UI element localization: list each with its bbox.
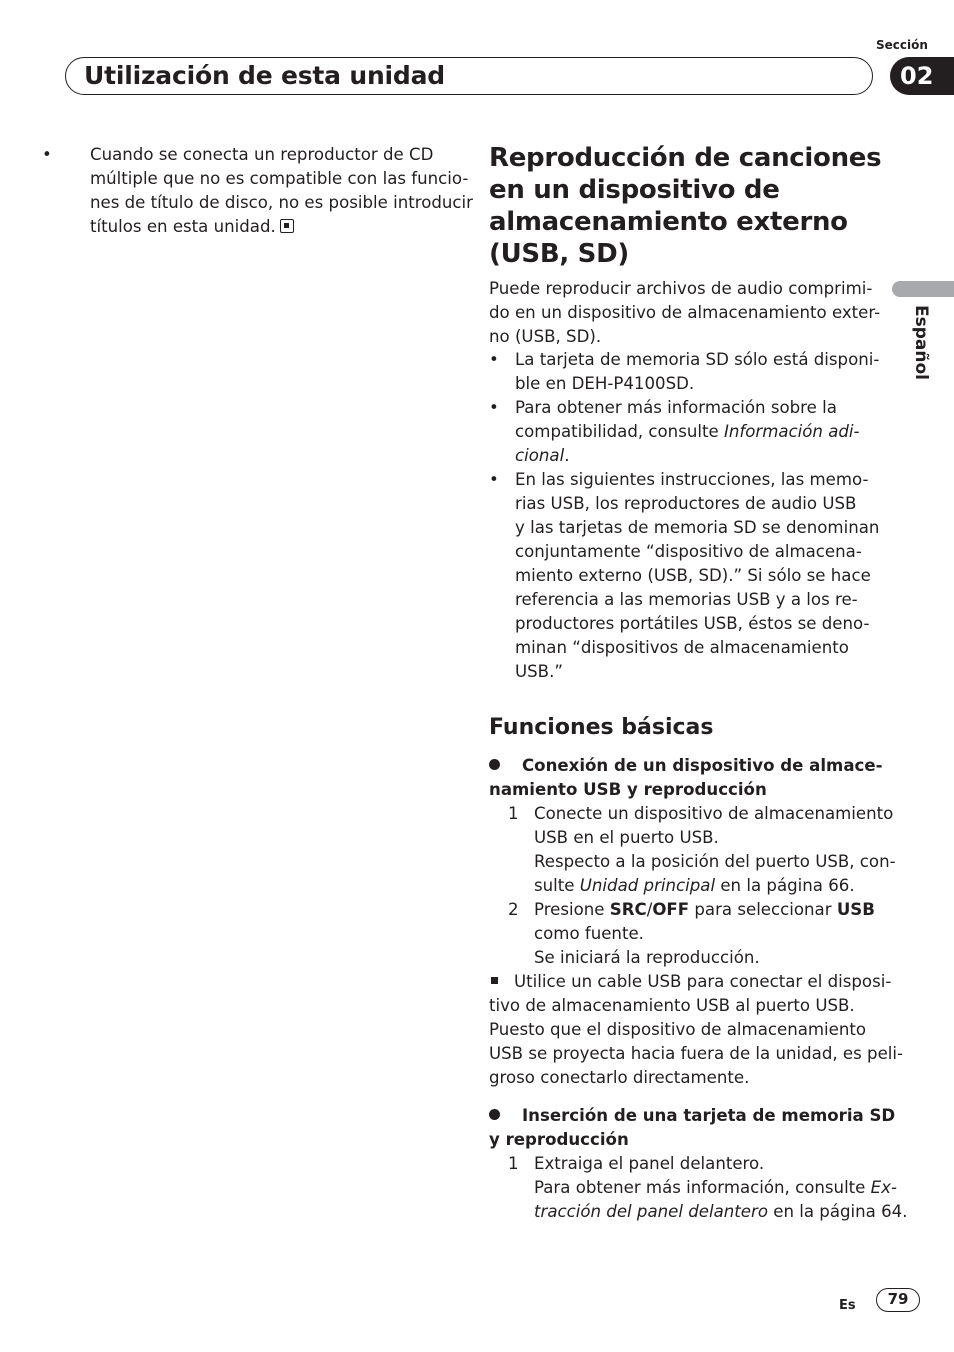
cross-reference-link: Unidad principal <box>579 876 716 895</box>
text-span: Presione <box>534 900 610 919</box>
text-span: sulte <box>534 876 580 895</box>
language-tab-label: Español <box>911 305 931 380</box>
text-line: y las tarjetas de memoria SD se denominan <box>515 518 880 537</box>
bullet-symbol: • <box>489 398 499 417</box>
text-line: ble en DEH-P4100SD. <box>515 374 695 393</box>
text-line: Se iniciará la reproducción. <box>534 948 760 967</box>
text-line: productores portátiles USB, éstos se deno- <box>515 614 870 633</box>
text-line: Conecte un dispositivo de almacenamiento <box>534 804 894 823</box>
text-span: . <box>564 446 570 465</box>
left-column <box>42 143 473 239</box>
text-span: en la página 66. <box>715 876 855 895</box>
procedure-steps <box>489 1152 908 1224</box>
bullet-symbol: • <box>489 350 499 369</box>
heading-line: Reproducción de canciones <box>489 143 882 173</box>
text-span: Conexión de un dispositivo de almace- <box>522 756 883 775</box>
text-line: Puede reproducir archivos de audio comprimi- <box>489 279 873 298</box>
text-line: conjuntamente “dispositivo de almacena- <box>515 542 862 561</box>
step-number: 1 <box>508 1154 519 1173</box>
text-line: Extraiga el panel delantero. <box>534 1154 765 1173</box>
procedure-title: y reproducción <box>489 1130 629 1149</box>
text-line <box>90 215 456 239</box>
step-item <box>489 802 903 898</box>
heading-line: (USB, SD) <box>489 239 629 269</box>
note-block <box>489 970 903 1090</box>
note-icon <box>491 977 498 984</box>
procedure-steps <box>489 802 903 1090</box>
step-number: 1 <box>508 804 519 823</box>
text-line: groso conectarlo directamente. <box>489 1068 750 1087</box>
bullet-list <box>489 348 879 684</box>
text-line <box>534 1200 908 1224</box>
bullet-symbol: • <box>42 145 52 164</box>
text-line: no (USB, SD). <box>489 327 602 346</box>
text-line: nes de título de disco, no es posible introducir <box>90 193 473 212</box>
cross-reference-link: cional <box>515 446 565 465</box>
step-number: 2 <box>508 900 519 919</box>
cross-reference-link: Información adi- <box>723 422 860 441</box>
procedure-title: namiento USB y reproducción <box>489 780 767 799</box>
text-line: Cuando se conecta un reproductor de CD <box>90 145 434 164</box>
procedure-title <box>489 1104 908 1128</box>
text-line: rias USB, los reproductores de audio USB <box>515 494 857 513</box>
button-name: SRC <box>609 900 647 919</box>
text-span: títulos en esta unidad. <box>90 217 276 236</box>
heading-line: en un dispositivo de <box>489 175 780 205</box>
chapter-title: Utilización de esta unidad <box>84 61 445 90</box>
heading-line: almacenamiento externo <box>489 207 848 237</box>
bullet-symbol: • <box>489 470 499 489</box>
bullet-item <box>489 396 879 468</box>
text-span: compatibilidad, consulte <box>515 422 724 441</box>
text-span: / <box>646 900 653 919</box>
step-item <box>489 1152 908 1224</box>
text-line <box>534 874 903 898</box>
page-number: 79 <box>876 1288 920 1312</box>
source-name: USB <box>836 900 875 919</box>
text-line: referencia a las memorias USB y a los re- <box>515 590 858 609</box>
text-line: tivo de almacenamiento USB al puerto USB. <box>489 996 855 1015</box>
procedure-sd <box>489 1104 908 1224</box>
section-label: Sección <box>876 38 928 52</box>
step-item <box>489 898 903 970</box>
button-name: OFF <box>652 900 690 919</box>
text-line: como fuente. <box>534 924 644 943</box>
procedure-bullet-icon <box>489 1109 500 1120</box>
procedure-usb <box>489 754 903 1090</box>
text-line: múltiple que no es compatible con las funcio- <box>90 169 469 188</box>
text-line: La tarjeta de memoria SD sólo está disponi- <box>515 350 880 369</box>
text-line: USB se proyecta hacia fuera de la unidad, es peli- <box>489 1044 903 1063</box>
bullet-item <box>489 468 879 684</box>
text-line: USB.” <box>515 662 563 681</box>
text-span: para seleccionar <box>689 900 837 919</box>
text-line <box>534 898 903 922</box>
footer-language-code: Es <box>839 1298 856 1313</box>
text-line <box>534 1176 908 1200</box>
text-line: minan “dispositivos de almacenamiento <box>515 638 849 657</box>
text-line: Puesto que el dispositivo de almacenamiento <box>489 1020 867 1039</box>
text-line: do en un dispositivo de almacenamiento exter- <box>489 303 881 322</box>
intro-paragraph <box>489 277 880 349</box>
text-line: Para obtener más información sobre la <box>515 398 837 417</box>
text-span: Para obtener más información, consulte <box>534 1178 871 1197</box>
section-heading <box>489 142 881 270</box>
text-line: USB en el puerto USB. <box>534 828 719 847</box>
subheading: Funciones básicas <box>489 715 714 740</box>
procedure-title <box>489 754 903 778</box>
cross-reference-link: Ex- <box>870 1178 897 1197</box>
text-line: En las siguientes instrucciones, las memo- <box>515 470 869 489</box>
text-span: Inserción de una tarjeta de memoria SD <box>522 1106 896 1125</box>
text-line <box>489 970 903 994</box>
section-number-badge: 02 <box>890 57 954 95</box>
language-tab-marker <box>892 281 954 297</box>
text-line: miento externo (USB, SD).” Si sólo se hace <box>515 566 871 585</box>
text-line: Respecto a la posición del puerto USB, con- <box>534 852 896 871</box>
bullet-item <box>489 348 879 396</box>
bullet-item <box>42 143 473 239</box>
text-span: en la página 64. <box>767 1202 908 1221</box>
text-line <box>515 444 879 468</box>
text-line <box>515 420 879 444</box>
procedure-bullet-icon <box>489 759 500 770</box>
text-span: Utilice un cable USB para conectar el disposi- <box>514 972 892 991</box>
cross-reference-link: tracción del panel delantero <box>534 1202 768 1221</box>
end-of-section-icon <box>280 219 294 233</box>
